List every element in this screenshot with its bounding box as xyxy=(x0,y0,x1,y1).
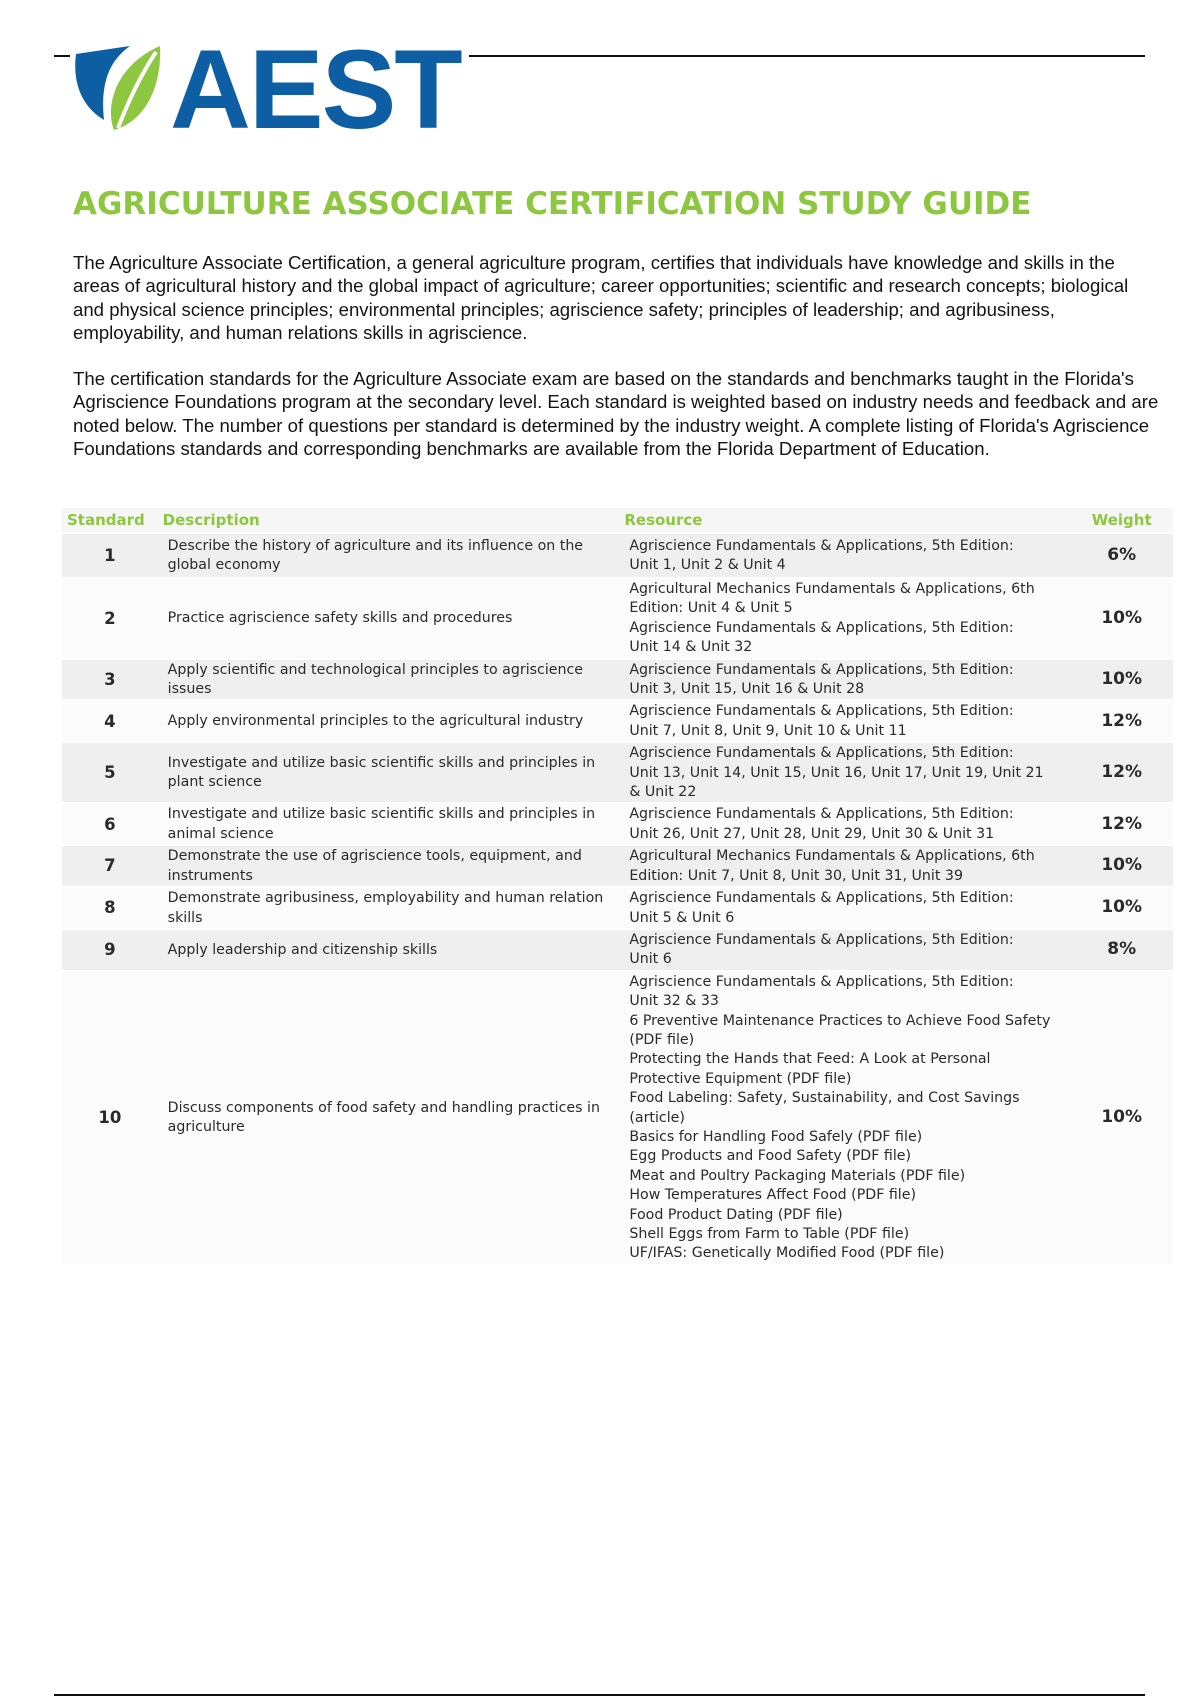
resource-line: Unit 1, Unit 2 & Unit 4 xyxy=(629,557,786,573)
standard-weight: 10% xyxy=(1070,846,1173,888)
table-row xyxy=(62,930,1173,972)
standard-number: 4 xyxy=(62,701,158,743)
standard-number: 7 xyxy=(62,846,158,888)
standard-resources xyxy=(619,804,1070,846)
resource-line: How Temperatures Affect Food (PDF file) xyxy=(629,1187,917,1204)
standard-resources xyxy=(619,660,1070,702)
standard-weight: 10% xyxy=(1070,972,1173,1266)
resource-line: Unit 7, Unit 8, Unit 9, Unit 10 & Unit 11 xyxy=(629,722,907,739)
header-resource: Resource xyxy=(619,508,1070,534)
resource-line: Agriscience Fundamentals & Applications, 5th Edition: xyxy=(629,973,1014,990)
resource-line: (article) xyxy=(629,1109,685,1126)
standard-resources xyxy=(619,743,1070,804)
footer-rule xyxy=(54,1694,1145,1696)
resource-line: Unit 26, Unit 27, Unit 28, Unit 29, Unit 30 & Unit 31 xyxy=(629,825,995,842)
standard-number: 9 xyxy=(62,930,158,972)
standards-table xyxy=(62,508,1173,1266)
resource-line: Agriscience Fundamentals & Applications, 5th Edition: xyxy=(629,931,1014,948)
resource-line: Basics for Handling Food Safely (PDF file) xyxy=(629,1128,923,1145)
standard-weight: 10% xyxy=(1070,888,1173,930)
resource-line: Meat and Poultry Packaging Materials (PDF file) xyxy=(629,1167,966,1184)
standards-table-body xyxy=(62,534,1173,1266)
standard-description: Practice agriscience safety skills and procedures xyxy=(158,579,620,660)
standard-number: 8 xyxy=(62,888,158,930)
resource-line: Edition: Unit 4 & Unit 5 xyxy=(629,600,793,617)
header-description: Description xyxy=(158,508,620,534)
standard-weight: 10% xyxy=(1070,579,1173,660)
standard-resources xyxy=(619,930,1070,972)
standard-description: Investigate and utilize basic scientific skills and principles in plant science xyxy=(158,743,620,804)
standard-description: Apply leadership and citizenship skills xyxy=(158,930,620,972)
standard-resources xyxy=(619,888,1070,930)
resource-line: Unit 14 & Unit 32 xyxy=(629,639,753,656)
table-row xyxy=(62,579,1173,660)
table-row xyxy=(62,888,1173,930)
resource-line: Agricultural Mechanics Fundamentals & Applications, 6th xyxy=(629,581,1035,597)
standard-weight: 12% xyxy=(1070,743,1173,804)
resource-line: Unit 32 & 33 xyxy=(629,993,719,1010)
standard-resources xyxy=(619,534,1070,579)
standard-resources xyxy=(619,701,1070,743)
resource-line: Egg Products and Food Safety (PDF file) xyxy=(629,1148,912,1165)
standard-description: Demonstrate agribusiness, employability and human relation skills xyxy=(158,888,620,930)
resource-line: Agriscience Fundamentals & Applications, 5th Edition: xyxy=(629,703,1014,720)
intro-paragraph: The Agriculture Associate Certification, a general agriculture program, certifies that individuals have knowledge and skills in the areas of agricultural history and the global impact of agriculture; career opportunities; scientific and research concepts; biological and physical science principles; environmental principles; agriscience safety; principles of leadership; and agribusiness, employability, and human relations skills in agriscience. xyxy=(73,252,1129,344)
resource-line: Food Labeling: Safety, Sustainability, and Cost Savings xyxy=(629,1090,1020,1107)
header-standard: Standard xyxy=(62,508,158,534)
resource-line: Unit 3, Unit 15, Unit 16 & Unit 28 xyxy=(629,681,865,698)
resource-line: Agriscience Fundamentals & Applications, 5th Edition: xyxy=(629,745,1014,762)
resource-line: Unit 13, Unit 14, Unit 15, Unit 16, Unit 17, Unit 19, Unit 21 xyxy=(629,764,1044,781)
standard-description: Discuss components of food safety and handling practices in agriculture xyxy=(158,972,620,1266)
resource-line: Agriscience Fundamentals & Applications, 5th Edition: xyxy=(629,806,1014,823)
resource-line: 6 Preventive Maintenance Practices to Achieve Food Safety xyxy=(629,1012,1051,1029)
resource-line: Shell Eggs from Farm to Table (PDF file) xyxy=(629,1226,910,1242)
resource-line: & Unit 22 xyxy=(629,784,697,801)
resource-line: Agriscience Fundamentals & Applications, 5th Edition: xyxy=(629,537,1014,554)
standard-weight: 12% xyxy=(1070,804,1173,846)
resource-line: Food Product Dating (PDF file) xyxy=(629,1206,843,1223)
standard-description: Demonstrate the use of agriscience tools, equipment, and instruments xyxy=(158,846,620,888)
resource-line: Agriscience Fundamentals & Applications, 5th Edition: xyxy=(629,661,1014,678)
resource-line: Unit 6 xyxy=(629,951,672,968)
resource-line: Protecting the Hands that Feed: A Look at Personal xyxy=(629,1051,991,1068)
table-row xyxy=(62,972,1173,1266)
standards-paragraph: The certification standards for the Agriculture Associate exam are based on the standards and benchmarks taught in the Florida's Agriscience Foundations program at the secondary level. Each standard is weighted based on industry needs and feedback and are noted below. The number of questions per standard is determined by the industry weight. A complete listing of Florida's Agriscience Foundations standards and corresponding benchmarks are available from the Florida Department of Education. xyxy=(73,368,1159,460)
resource-line: (PDF file) xyxy=(629,1031,695,1048)
standard-number: 2 xyxy=(62,579,158,660)
standard-number: 10 xyxy=(62,972,158,1266)
page-title: AGRICULTURE ASSOCIATE CERTIFICATION STUDY GUIDE xyxy=(73,186,1032,222)
standard-weight: 10% xyxy=(1070,660,1173,702)
table-row xyxy=(62,846,1173,888)
resource-line: Agricultural Mechanics Fundamentals & Applications, 6th xyxy=(629,848,1035,865)
standard-description: Investigate and utilize basic scientific skills and principles in animal science xyxy=(158,804,620,846)
logo-wordmark: AEST xyxy=(170,27,461,152)
standard-weight: 6% xyxy=(1070,534,1173,579)
leaf-icon xyxy=(70,42,166,138)
standard-number: 5 xyxy=(62,743,158,804)
standard-weight: 8% xyxy=(1070,930,1173,972)
resource-line: Edition: Unit 7, Unit 8, Unit 30, Unit 31, Unit 39 xyxy=(629,867,963,884)
standard-description: Describe the history of agriculture and its influence on the global economy xyxy=(158,534,620,579)
resource-line: Agriscience Fundamentals & Applications, 5th Edition: xyxy=(629,890,1014,907)
standard-number: 3 xyxy=(62,660,158,702)
table-header-row xyxy=(62,508,1173,534)
aest-logo xyxy=(70,27,469,152)
resource-line: Agriscience Fundamentals & Applications, 5th Edition: xyxy=(629,619,1014,636)
standard-number: 1 xyxy=(62,534,158,579)
resource-line: Protective Equipment (PDF file) xyxy=(629,1070,852,1087)
table-row xyxy=(62,660,1173,702)
standard-description: Apply scientific and technological principles to agriscience issues xyxy=(158,660,620,702)
standard-resources xyxy=(619,579,1070,660)
table-row xyxy=(62,701,1173,743)
standard-number: 6 xyxy=(62,804,158,846)
header-weight: Weight xyxy=(1070,508,1173,534)
standard-description: Apply environmental principles to the agricultural industry xyxy=(158,701,620,743)
table-row xyxy=(62,534,1173,579)
standard-resources xyxy=(619,972,1070,1266)
standard-weight: 12% xyxy=(1070,701,1173,743)
table-row xyxy=(62,804,1173,846)
resource-line: UF/IFAS: Genetically Modified Food (PDF file) xyxy=(629,1245,945,1262)
standard-resources xyxy=(619,846,1070,888)
table-row xyxy=(62,743,1173,804)
resource-line: Unit 5 & Unit 6 xyxy=(629,909,735,926)
